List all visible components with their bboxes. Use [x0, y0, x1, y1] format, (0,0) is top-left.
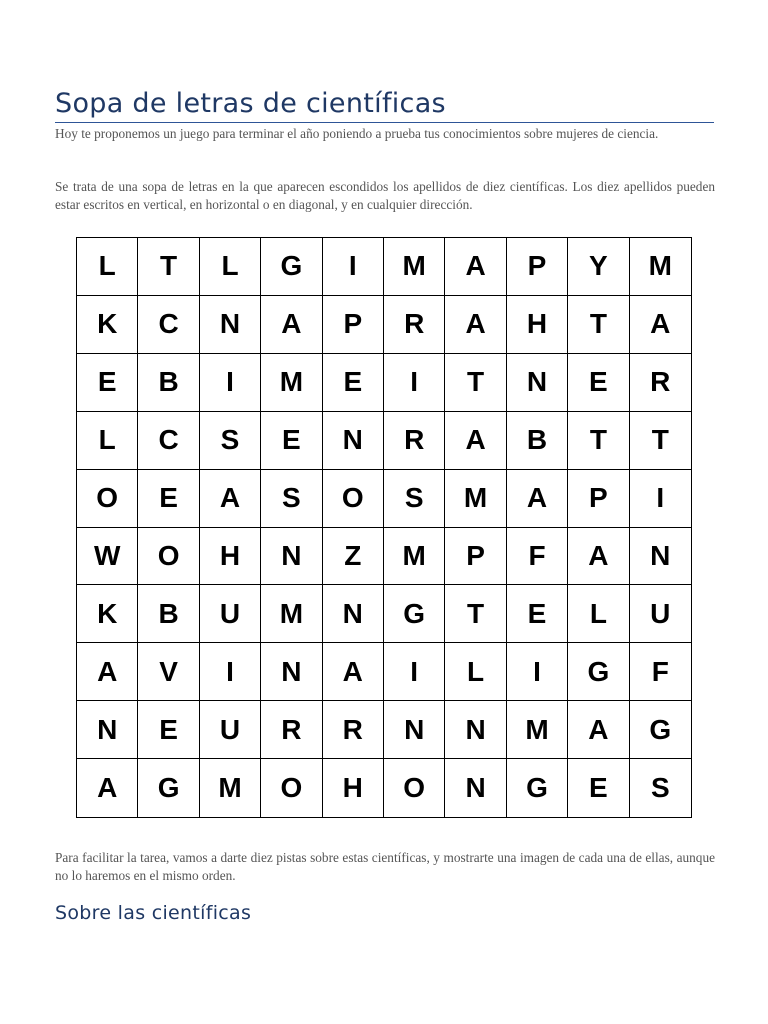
grid-cell: H [200, 528, 261, 586]
grid-cell: G [384, 585, 445, 643]
grid-cell: T [445, 354, 506, 412]
grid-cell: P [445, 528, 506, 586]
grid-cell: A [568, 701, 629, 759]
grid-cell: E [507, 585, 568, 643]
grid-cell: F [630, 643, 691, 701]
grid-cell: F [507, 528, 568, 586]
grid-cell: N [384, 701, 445, 759]
grid-cell: A [77, 759, 138, 817]
grid-cell: L [77, 412, 138, 470]
grid-cell: P [507, 238, 568, 296]
grid-cell: A [77, 643, 138, 701]
grid-cell: A [630, 296, 691, 354]
grid-cell: P [568, 470, 629, 528]
grid-cell: P [323, 296, 384, 354]
grid-cell: G [630, 701, 691, 759]
grid-cell: M [384, 238, 445, 296]
grid-cell: R [630, 354, 691, 412]
grid-cell: I [630, 470, 691, 528]
grid-cell: O [77, 470, 138, 528]
grid-cell: A [445, 296, 506, 354]
grid-cell: M [261, 585, 322, 643]
grid-cell: O [384, 759, 445, 817]
grid-cell: W [77, 528, 138, 586]
grid-cell: N [630, 528, 691, 586]
grid-cell: O [323, 470, 384, 528]
section-heading: Sobre las científicas [55, 902, 252, 924]
grid-cell: M [200, 759, 261, 817]
grid-cell: T [445, 585, 506, 643]
grid-cell: C [138, 296, 199, 354]
grid-cell: R [323, 701, 384, 759]
grid-cell: T [630, 412, 691, 470]
grid-cell: M [445, 470, 506, 528]
grid-cell: O [138, 528, 199, 586]
grid-cell: R [261, 701, 322, 759]
grid-cell: U [630, 585, 691, 643]
grid-cell: A [507, 470, 568, 528]
grid-cell: N [77, 701, 138, 759]
grid-cell: N [323, 585, 384, 643]
grid-cell: S [261, 470, 322, 528]
grid-cell: L [200, 238, 261, 296]
grid-cell: M [630, 238, 691, 296]
grid-cell: I [200, 354, 261, 412]
grid-cell: N [507, 354, 568, 412]
grid-cell: G [568, 643, 629, 701]
grid-cell: L [568, 585, 629, 643]
grid-cell: N [261, 528, 322, 586]
grid-cell: E [261, 412, 322, 470]
grid-cell: I [384, 643, 445, 701]
grid-cell: E [568, 354, 629, 412]
grid-cell: A [200, 470, 261, 528]
grid-cell: A [323, 643, 384, 701]
grid-cell: N [445, 701, 506, 759]
grid-cell: G [507, 759, 568, 817]
grid-cell: C [138, 412, 199, 470]
grid-cell: T [568, 296, 629, 354]
grid-cell: R [384, 296, 445, 354]
grid-cell: M [384, 528, 445, 586]
grid-cell: B [507, 412, 568, 470]
grid-cell: M [261, 354, 322, 412]
grid-cell: L [445, 643, 506, 701]
grid-cell: G [138, 759, 199, 817]
grid-cell: I [384, 354, 445, 412]
grid-cell: K [77, 296, 138, 354]
grid-cell: N [445, 759, 506, 817]
grid-cell: L [77, 238, 138, 296]
grid-cell: E [77, 354, 138, 412]
grid-cell: U [200, 585, 261, 643]
grid-cell: N [200, 296, 261, 354]
grid-cell: G [261, 238, 322, 296]
grid-cell: Y [568, 238, 629, 296]
grid-cell: V [138, 643, 199, 701]
grid-cell: A [445, 412, 506, 470]
grid-cell: A [568, 528, 629, 586]
grid-cell: O [261, 759, 322, 817]
grid-cell: A [445, 238, 506, 296]
grid-cell: I [200, 643, 261, 701]
grid-cell: E [323, 354, 384, 412]
grid-cell: S [650, 772, 670, 804]
word-search-grid [76, 237, 692, 818]
grid-cell: Z [323, 528, 384, 586]
grid-cell: S [200, 412, 261, 470]
grid-cell: K [77, 585, 138, 643]
description-paragraph: Se trata de una sopa de letras en la que aparecen escondidos los apellidos de diez científicas. Los diez apellidos pueden estar escritos en vertical, en horizontal o en diagonal, y en cualquier dirección. [55, 179, 715, 212]
hint-paragraph: Para facilitar la tarea, vamos a darte diez pistas sobre estas científicas, y mostrarte una imagen de cada una de ellas, aunque no lo haremos en el mismo orden. [55, 850, 715, 883]
grid-cell: E [138, 701, 199, 759]
grid-cell: U [200, 701, 261, 759]
grid-cell: R [384, 412, 445, 470]
intro-paragraph: Hoy te proponemos un juego para terminar el año poniendo a prueba tus conocimientos sobre mujeres de ciencia. [55, 126, 659, 141]
grid-cell: N [261, 643, 322, 701]
grid-cell: T [568, 412, 629, 470]
grid-cell: H [323, 759, 384, 817]
grid-cell: E [138, 470, 199, 528]
page-title: Sopa de letras de científicas [55, 88, 446, 119]
grid-cell: M [507, 701, 568, 759]
grid-cell: I [507, 643, 568, 701]
grid-cell: N [323, 412, 384, 470]
grid-cell: H [507, 296, 568, 354]
grid-cell: S [384, 470, 445, 528]
grid-cell: A [261, 296, 322, 354]
grid-cell: B [138, 354, 199, 412]
grid-cell: B [138, 585, 199, 643]
title-underline [55, 122, 714, 123]
grid-cell: I [323, 238, 384, 296]
grid-cell: T [138, 238, 199, 296]
grid-cell: E [568, 759, 629, 817]
